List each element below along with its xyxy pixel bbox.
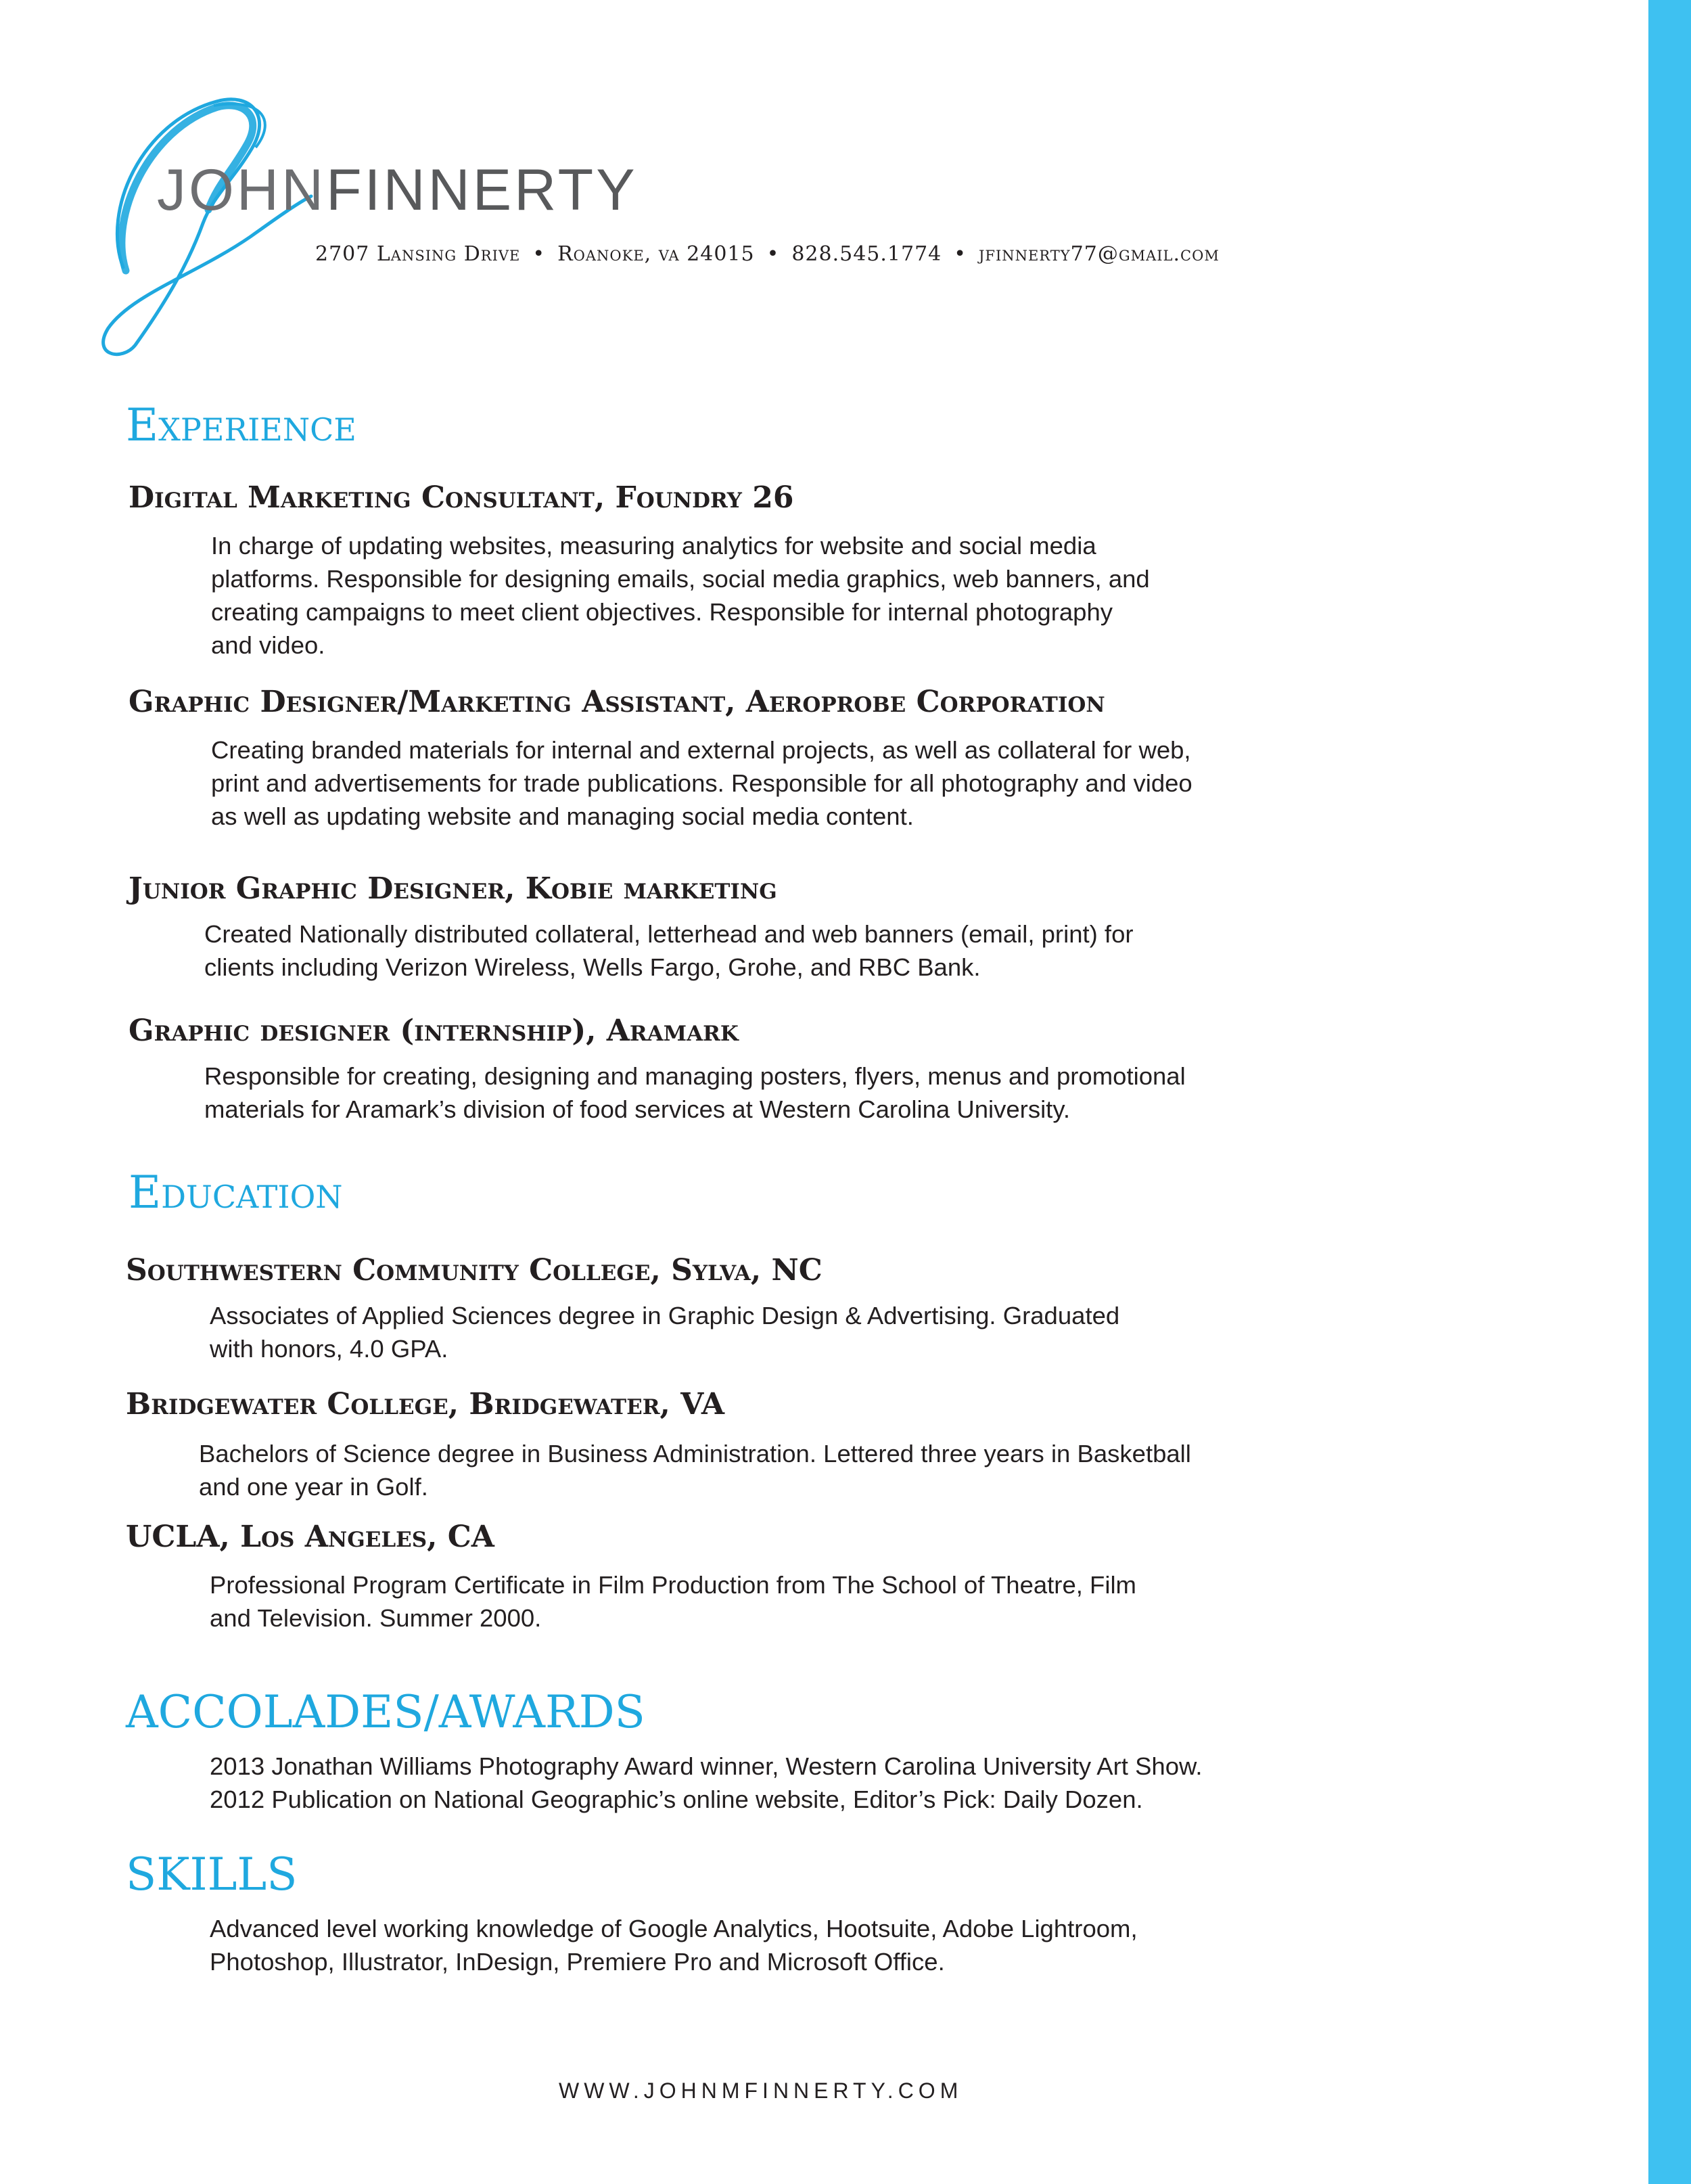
text-line: 2013 Jonathan Williams Photography Award winner, Western Carolina University Art Show. xyxy=(210,1752,1203,1780)
text-line: print and advertisements for trade publications. Responsible for all photography and video xyxy=(211,769,1192,797)
text-line: Bachelors of Science degree in Business Administration. Lettered three years in Basketball xyxy=(199,1440,1191,1468)
school-title: UCLA, Los Angeles, CA xyxy=(126,1520,494,1554)
school-description xyxy=(210,1299,1119,1365)
job-title: Junior Graphic Designer, Kobie marketing xyxy=(129,871,777,906)
last-name: FINNERTY xyxy=(326,158,638,223)
candidate-name xyxy=(157,158,638,223)
accent-sidebar xyxy=(1648,0,1691,2184)
text-line: Professional Program Certificate in Film Production from The School of Theatre, Film xyxy=(210,1571,1136,1599)
school-description xyxy=(210,1568,1136,1635)
school-description xyxy=(199,1437,1191,1503)
contact-line xyxy=(315,242,1220,266)
text-line: Advanced level working knowledge of Google Analytics, Hootsuite, Adobe Lightroom, xyxy=(210,1915,1138,1942)
accolades-heading: ACCOLADES/AWARDS xyxy=(126,1686,645,1738)
school-title: Bridgewater College, Bridgewater, VA xyxy=(126,1387,724,1421)
skills-heading: SKILLS xyxy=(126,1848,298,1901)
job-description xyxy=(204,917,1134,984)
text-line: Creating branded materials for internal and external projects, as well as collateral for web, xyxy=(211,736,1191,764)
job-description xyxy=(211,529,1150,662)
job-description xyxy=(211,733,1192,833)
text-line: Associates of Applied Sciences degree in Graphic Design & Advertising. Graduated xyxy=(210,1302,1120,1329)
text-line: 2012 Publication on National Geographic’s online website, Editor’s Pick: Daily Dozen. xyxy=(210,1785,1143,1813)
website-link[interactable]: WWW.JOHNMFINNERTY.COM xyxy=(559,2078,963,2103)
separator: • xyxy=(766,242,780,266)
text-line: materials for Aramark’s division of food services at Western Carolina University. xyxy=(204,1095,1070,1123)
school-title: Southwestern Community College, Sylva, NC xyxy=(126,1253,823,1288)
text-line: as well as updating website and managing social media content. xyxy=(211,802,914,830)
text-line: Created Nationally distributed collateral, letterhead and web banners (email, print) for xyxy=(204,920,1134,948)
skills-list xyxy=(210,1912,1138,1978)
job-title: Graphic designer (internship), Aramark xyxy=(129,1014,739,1048)
separator: • xyxy=(954,242,967,266)
text-line: platforms. Responsible for designing emails, social media graphics, web banners, and xyxy=(211,565,1150,593)
address: 2707 Lansing Drive xyxy=(315,242,521,266)
job-title: Digital Marketing Consultant, Foundry 26 xyxy=(129,480,794,515)
email: jfinnerty77@gmail.com xyxy=(978,242,1220,266)
city: Roanoke, va 24015 xyxy=(557,242,755,266)
text-line: with honors, 4.0 GPA. xyxy=(210,1335,448,1363)
job-description xyxy=(204,1060,1186,1126)
education-heading: Education xyxy=(129,1166,343,1219)
text-line: and Television. Summer 2000. xyxy=(210,1604,542,1632)
monogram-j-icon xyxy=(95,95,338,359)
text-line: clients including Verizon Wireless, Wells Fargo, Grohe, and RBC Bank. xyxy=(204,953,981,981)
accolades-list xyxy=(210,1750,1203,1816)
phone: 828.545.1774 xyxy=(791,242,942,266)
text-line: Photoshop, Illustrator, InDesign, Premiere Pro and Microsoft Office. xyxy=(210,1948,945,1976)
text-line: and one year in Golf. xyxy=(199,1473,428,1501)
text-line: Responsible for creating, designing and managing posters, flyers, menus and promotional xyxy=(204,1062,1186,1090)
experience-heading: Experience xyxy=(126,399,356,451)
separator: • xyxy=(532,242,546,266)
job-title: Graphic Designer/Marketing Assistant, Aeroprobe Corporation xyxy=(129,685,1105,719)
text-line: In charge of updating websites, measuring analytics for website and social media xyxy=(211,532,1096,560)
text-line: and video. xyxy=(211,631,325,659)
text-line: creating campaigns to meet client objectives. Responsible for internal photography xyxy=(211,598,1113,626)
first-name: JOHN xyxy=(157,158,327,223)
